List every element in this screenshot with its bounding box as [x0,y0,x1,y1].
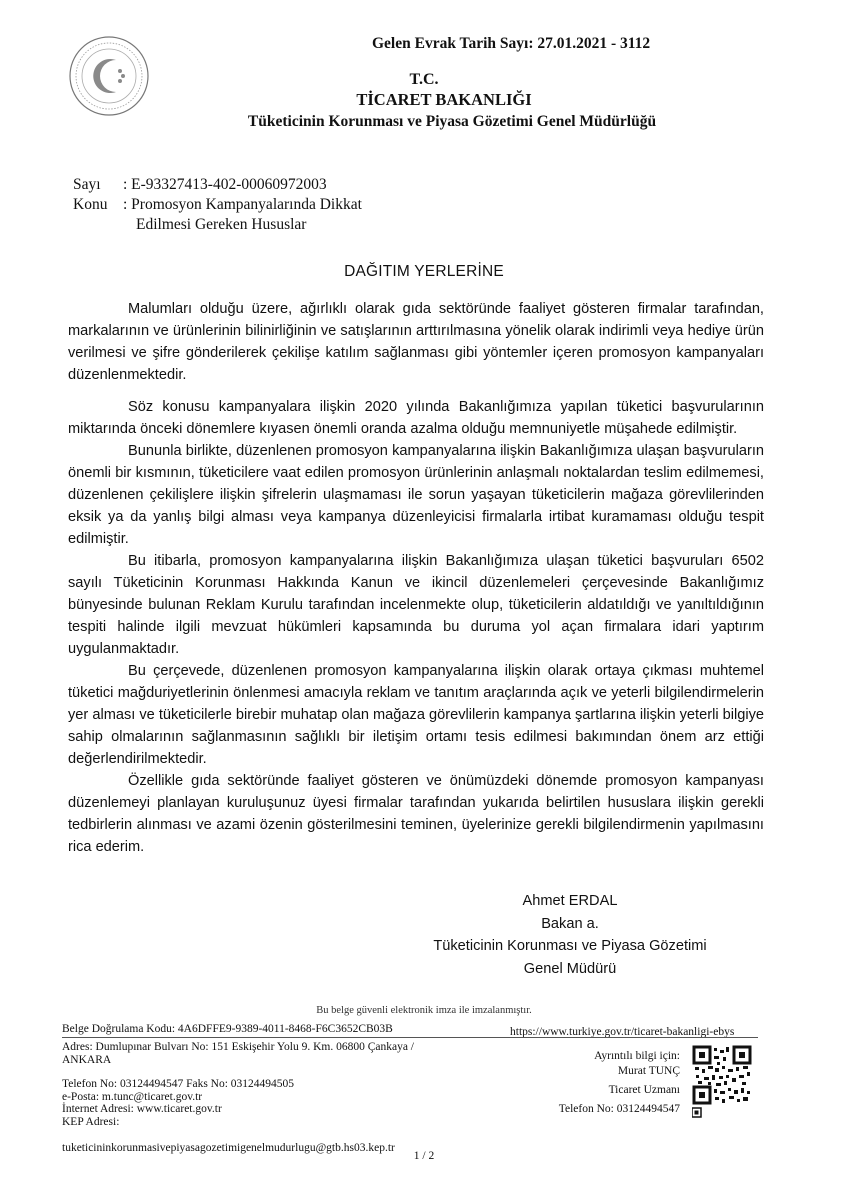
konu-value: : Promosyon Kampanyalarında Dikkat [123,196,362,213]
website[interactable]: İnternet Adresi: www.ticaret.gov.tr [62,1103,222,1115]
ministry-name: TİCARET BAKANLIĞI [356,90,532,109]
info-name: Murat TUNÇ [617,1065,680,1077]
sayi-label: Sayı [73,176,101,193]
sayi-row [73,176,327,194]
paragraph: Söz konusu kampanyalara ilişkin 2020 yılında Bakanlığımıza yapılan tüketici başvurularının miktarında önceki dönemlere kıyasen önemli oranda azalma olduğu memnuniyetle müşahede edilmiştir. [68,399,764,437]
paragraph: Özellikle gıda sektöründe faaliyet gösteren ve önümüzdeki dönemde promosyon kampanyası düzenlemeyi planlayan kuruluşunuz üyesi firmalar tarafından yukarıda belirtilen hususlara ilişkin gerekli tedbirlerin alınması ve azami özenin gösterilmesini teminen, üyelerinize gerekli bilgilendirmenin yapılmasını rica ederim. [68,773,764,855]
contact-person-block [520,1049,680,1117]
info-label: Ayrıntılı bilgi için: [594,1050,680,1062]
footer-divider [62,1037,758,1038]
konu-row [73,196,362,214]
signatory-title: Bakan a. [541,915,599,932]
address-line: ANKARA [62,1053,112,1066]
verification-code: Belge Doğrulama Kodu: 4A6DFFE9-9389-4011-8468-F6C3652CB03B [62,1023,393,1035]
info-phone: Telefon No: 03124494547 [558,1103,680,1115]
konu-value-continuation: Edilmesi Gereken Hususlar [136,216,307,233]
konu-label: Konu [73,196,108,213]
electronic-signature-note: Bu belge güvenli elektronik imza ile imzalanmıştır. [316,1005,532,1016]
paragraph: Bu çerçevede, düzenlenen promosyon kampanyalarına ilişkin olarak ortaya çıkması muhtemel tüketici mağduriyetlerinin önlenmesi amacıyla reklam ve tanıtım araçlarında açık ve yeterli bilgilendirmelerin yer alması ve tüketicilerle birebir muhatap olan mağaza görevlilerin kampanya şartlarına ilişkin yeterli bilgiye sahip olmalarının sağlanmasının sağlıklı bir iletişim ortamı tesis edilmesi bakımından önem arz ettiği değerlendirilmektedir. [68,663,764,767]
paragraph: Bununla birlikte, düzenlenen promosyon kampanyalarına ilişkin Bakanlığımıza ulaşan başvuruların önemli bir kısmının, tüketicilere vaat edilen promosyon ürünlerinin anlaşmalı noktalardan teslim edilmemesi, düzenlenen çekilişlere ilişkin şifrelerin ulaşmaması ile sorun yaşayan tüketicilerin mağaza görevlilerinden eksik ya da yanlış bilgi alması veya kampanya düzenleyicisi firmalarla irtibat kuramaması olduğu tespit edilmiştir. [68,443,764,547]
verification-url[interactable]: https://www.turkiye.gov.tr/ticaret-bakanligi-ebys [510,1026,735,1038]
incoming-document-stamp: Gelen Evrak Tarih Sayı: 27.01.2021 - 3112 [372,35,651,52]
signature-block [420,890,720,980]
distribution-heading: DAĞITIM YERLERİNE [344,263,504,280]
email[interactable]: e-Posta: m.tunc@ticaret.gov.tr [62,1090,203,1103]
kep-address: tuketicininkorunmasivepiyasagozetimigenelmudurlugu@gtb.hs03.kep.tr [62,1142,395,1154]
address-line: Adres: Dumlupınar Bulvarı No: 151 Eskişehir Yolu 9. Km. 06800 Çankaya / [62,1041,415,1053]
signatory-title: Tüketicinin Korunması ve Piyasa Gözetimi [433,938,707,954]
qr-code-icon [692,1045,752,1121]
contact-block [62,1041,414,1155]
tc-heading: T.C. [409,71,439,88]
letter-body [68,298,764,858]
signatory-name: Ahmet ERDAL [522,893,618,909]
directorate-name: Tüketicinin Korunması ve Piyasa Gözetimi Genel Müdürlüğü [247,113,657,130]
info-title: Ticaret Uzmanı [608,1084,680,1096]
phone-fax: Telefon No: 03124494547 Faks No: 03124494505 [62,1078,295,1090]
paragraph: Bu itibarla, promosyon kampanyalarına ilişkin Bakanlığımıza ulaşan tüketici başvuruları 6502 sayılı Tüketicinin Korunması Hakkında Kanun ve ikincil düzenlemeleri çerçevesinde Bakanlığımız bünyesinde bulunan Reklam Kurulu tarafından incelenmekte olup, tüketicilerin aldatıldığı ve yanıltıldığının tespiti halinde ilgili mevzuat hükümleri kapsamında bu duruma yol açan firmalara idari yaptırım uygulanmaktadır. [68,553,764,657]
signatory-title: Genel Müdürü [523,960,617,977]
sayi-value: : E-93327413-402-00060972003 [123,176,327,193]
kep-label: KEP Adresi: [62,1115,120,1128]
page-number: 1 / 2 [413,1150,435,1162]
paragraph: Malumları olduğu üzere, ağırlıklı olarak gıda sektöründe faaliyet gösteren firmalar tarafından, markalarının ve ürünlerinin bilinirliğinin ve satışlarının arttırılmasına yönelik olarak indirimli veya hediye ürün verilmesi ve şifre gönderilerek çekilişe katılım sağlanması gibi yöntemler içeren promosyon kampanyaları düzenlenmektedir. [68,301,764,383]
